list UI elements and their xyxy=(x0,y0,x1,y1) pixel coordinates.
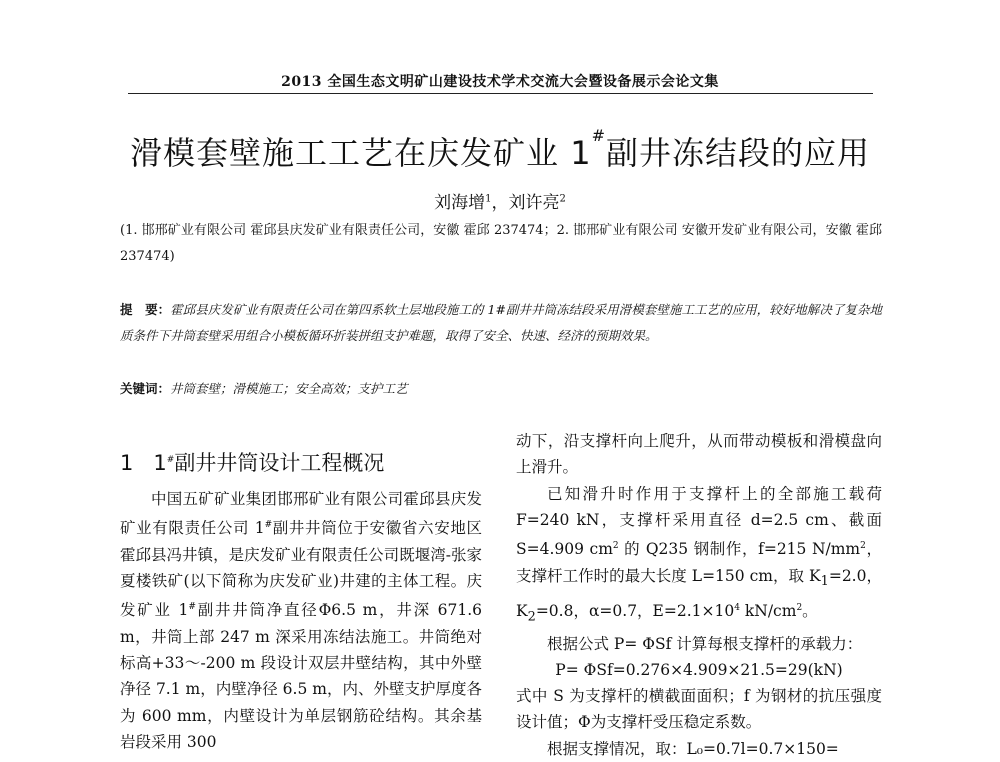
section-title-pre: 1 xyxy=(153,451,167,475)
right-line-1: 动下，沿支撑杆向上爬升，从而带动模板和滑模盘向上滑升。 xyxy=(516,432,882,477)
right-paragraph-2 xyxy=(516,481,882,631)
left-p1c: 副井井筒净直径Φ6.5 m，井深 671.6 m，井筒上部 247 m 深采用冻结法施工。井筒绝对标高+33～-200 m 段设计双层井壁结构，其中外壁净径 7.1 m，内壁净径 6.5 m，内、外壁支护厚度各为 600 mm，内壁设计为单层钢筋砼结构。其余基岩段采用 300 xyxy=(120,601,482,751)
r2b: 的 Q235 钢制作，f=215 N/mm xyxy=(618,540,861,559)
right-line-5: 式中 S 为支撑杆的横截面面积；f 为钢材的抗压强度设计值；Φ为支撑杆受压稳定系数。 xyxy=(516,687,882,732)
abstract-label: 提 要： xyxy=(120,302,171,317)
right-line-3: 根据公式 P= ΦSf 计算每根支撑杆的承载力： xyxy=(547,634,863,653)
author-1: 刘海增 xyxy=(434,193,486,213)
r2d: =2.0，K xyxy=(516,566,882,621)
left-p1b-sup: # xyxy=(188,602,196,613)
left-p1: 中国五矿矿业集团邯邢矿业有限公司霍邱县庆发矿业有限责任公司 1 xyxy=(120,490,482,538)
title-main: 滑模套壁施工工艺在庆发矿业 1 xyxy=(130,134,592,172)
abstract-text: 霍邱县庆发矿业有限责任公司在第四系软土层地段施工的 1#副井井筒冻结段采用滑模套壁施工工艺的应用，较好地解决了复杂地质条件下井筒套壁采用组合小模板循环折装拼组支护难题，取得了安全、快速、经济的预期效果。 xyxy=(120,302,882,343)
journal-header: 2013 全国生态文明矿山建设技术学术交流大会暨设备展示会论文集 xyxy=(281,74,719,90)
affiliation: (1. 邯邢矿业有限公司 霍邱县庆发矿业有限责任公司，安徽 霍邱 237474；2. 邯邢矿业有限公司 安徽开发矿业有限公司，安徽 霍邱 237474) xyxy=(120,223,882,264)
title-sup: # xyxy=(591,126,606,145)
r2-sub2: 2 xyxy=(527,609,536,625)
abstract xyxy=(120,297,882,349)
author-2-sup: 2 xyxy=(559,193,566,205)
author-1-sup: 1 xyxy=(485,193,492,205)
author-sep: ， xyxy=(491,193,509,213)
title-rest: 副井冻结段的应用 xyxy=(605,134,870,172)
r2-sup4: 2 xyxy=(796,603,803,614)
r2-sup2: 2 xyxy=(860,541,866,552)
right-line-6: 根据支撑情况，取：L₀=0.7l=0.7×150= xyxy=(547,739,839,758)
formula: P= ΦSf=0.276×4.909×21.5=29(kN) xyxy=(555,660,843,679)
header-rule xyxy=(128,93,873,94)
keywords xyxy=(120,378,882,400)
r2-sup3: 4 xyxy=(734,603,740,614)
author-2: 刘许亮 xyxy=(508,193,560,213)
r2g: 。 xyxy=(802,602,818,621)
keywords-text: 井筒套壁；滑模施工；安全高效；支护工艺 xyxy=(170,381,408,396)
r2-sup1: 2 xyxy=(612,541,619,552)
r2e: =0.8，α=0.7，E=2.1×10 xyxy=(535,602,735,621)
left-p1b: 副井井筒位于安徽省六安地区霍邱县冯井镇，是庆发矿业有限责任公司既堰湾-张家夏楼铁矿(以下简称为庆发矿业)井建的主体工程。庆发矿业 1 xyxy=(120,519,482,620)
r2a: 已知滑升时作用于支撑杆上的全部施工载荷 F=240 kN，支撑杆采用直径 d=2.5 cm、截面 S=4.909 cm xyxy=(516,484,882,559)
section-title-rest: 副井井筒设计工程概况 xyxy=(174,451,385,475)
keywords-label: 关键词： xyxy=(120,381,171,396)
left-p1-sup: # xyxy=(264,520,273,531)
r2c: ，支撑杆工作时的最大长度 L=150 cm，取 K xyxy=(516,540,882,585)
section-number: 1 xyxy=(120,451,134,475)
r2f: kN/cm xyxy=(739,602,797,621)
right-column xyxy=(516,428,882,762)
left-column-paragraph xyxy=(120,486,482,755)
authors xyxy=(0,188,1000,213)
section-heading xyxy=(120,447,384,477)
r2-sub1: 1 xyxy=(820,573,829,589)
section-title-sup: # xyxy=(166,455,175,465)
paper-title xyxy=(0,128,1000,174)
